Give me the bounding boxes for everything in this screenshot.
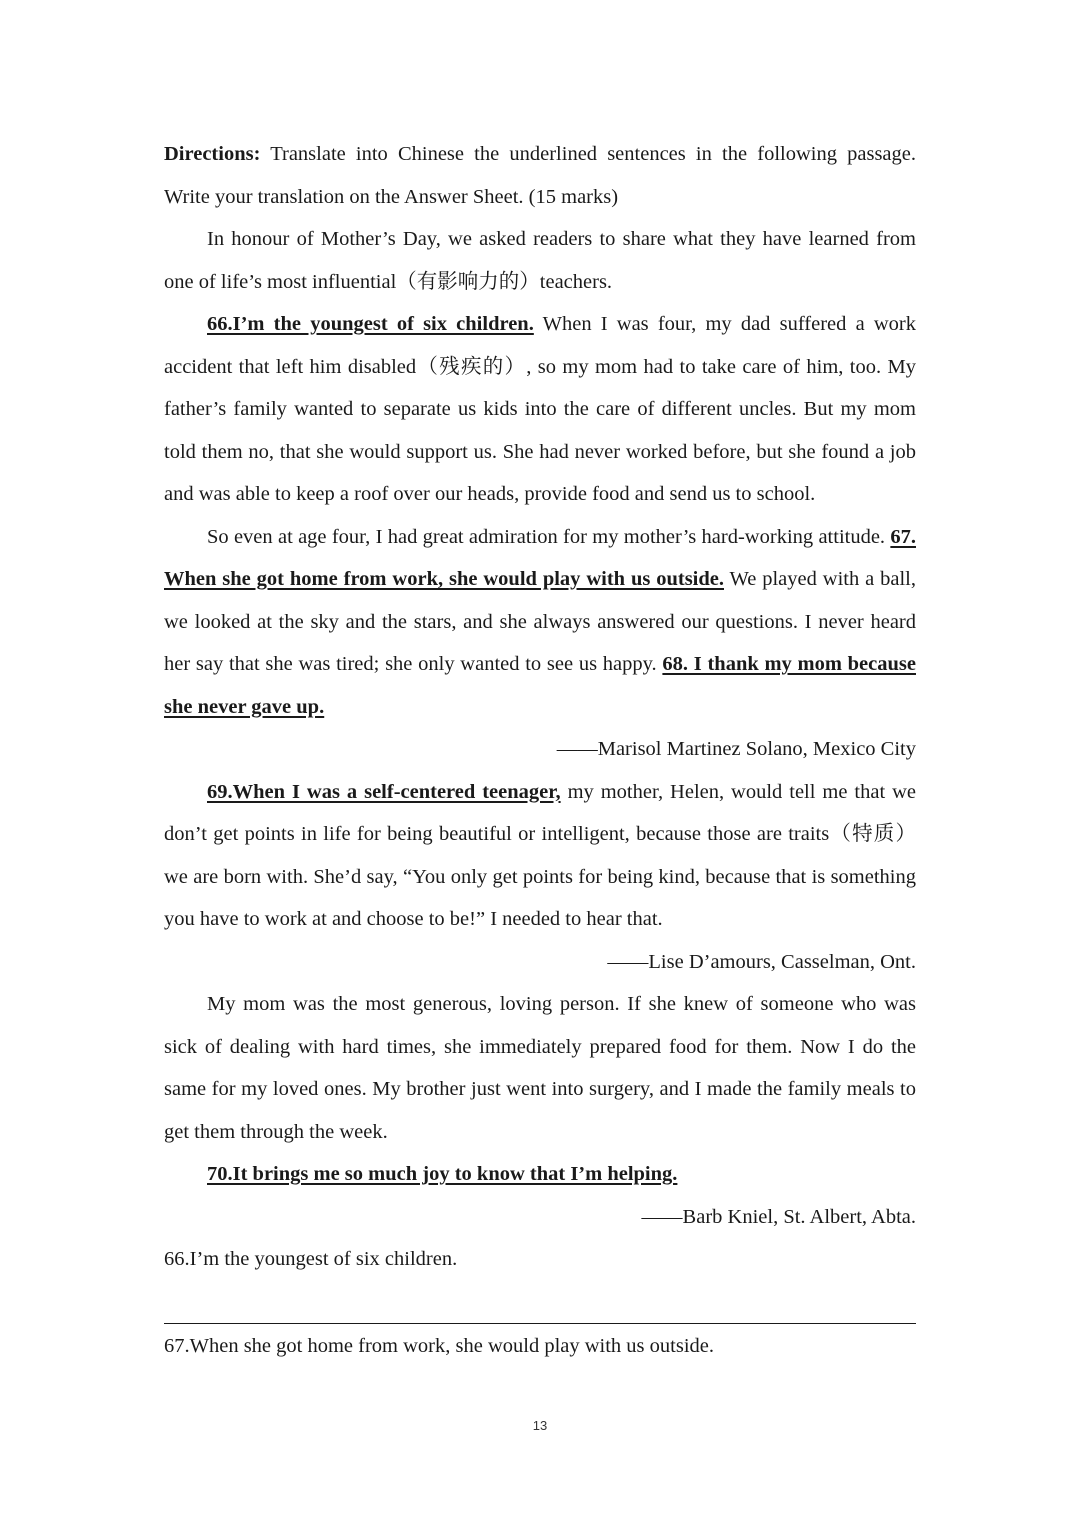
paragraph-2-text: We played with a ball, we looked at the sky and the stars, and she always answered our questions. I never heard her say that she was tired; she only wanted to see us happy. bbox=[164, 568, 916, 675]
sentence-69: 69.When I was a self-centered teenager, bbox=[207, 780, 561, 803]
paragraph-1-text: When I was four, my dad suffered a work accident that left him disabled（残疾的）, so my mom had to take care of him, too. My father’s family wanted to separate us kids into the care of different uncles. But my mom told them no, that she would support us. She had never worked before, but she found a job and was able to keep a roof over our heads, provide food and send us to school. bbox=[164, 313, 916, 505]
sentence-70: 70.It brings me so much joy to know that I’m helping. bbox=[207, 1163, 678, 1185]
paragraph-3 bbox=[164, 771, 916, 941]
document-body bbox=[164, 133, 916, 1367]
sentence-67: 67. When she got home from work, she would play with us outside. bbox=[164, 525, 916, 590]
paragraph-2-pre: So even at age four, I had great admiration for my mother’s hard-working attitude. bbox=[207, 525, 891, 548]
directions-label: Directions: bbox=[164, 143, 261, 165]
paragraph-3-text: my mother, Helen, would tell me that we don’t get points in life for being beautiful or intelligent, because those are traits（特质）we are born with. She’d say, “You only get points for being kind, because that is something you have to work at and choose to be!” I needed to hear that. bbox=[164, 780, 916, 930]
paragraph-1 bbox=[164, 303, 916, 516]
question-67: 67.When she got home from work, she would play with us outside. bbox=[164, 1334, 715, 1357]
paragraph-2 bbox=[164, 516, 916, 729]
answer-line-66[interactable] bbox=[164, 1281, 916, 1324]
directions-text: Translate into Chinese the underlined sentences in the following passage. Write your translation on the Answer Sheet. (15 marks) bbox=[164, 143, 916, 208]
signature-1: ——Marisol Martinez Solano, Mexico City bbox=[556, 738, 916, 760]
intro-paragraph: In honour of Mother’s Day, we asked readers to share what they have learned from one of life’s most influential（有影响力的）teachers. bbox=[164, 228, 916, 293]
page-number: 13 bbox=[532, 1418, 548, 1433]
sentence-68: 68. I thank my mom because she never gave up. bbox=[164, 653, 916, 718]
sentence-66: 66.I’m the youngest of six children. bbox=[207, 313, 534, 335]
question-66: 66.I’m the youngest of six children. bbox=[164, 1248, 458, 1270]
paragraph-5 bbox=[164, 1153, 916, 1196]
signature-2: ——Lise D’amours, Casselman, Ont. bbox=[607, 950, 916, 973]
paragraph-4: My mom was the most generous, loving person. If she knew of someone who was sick of dealing with hard times, she immediately prepared food for them. Now I do the same for my loved ones. My brother just went into surgery, and I made the family meals to get them through the week. bbox=[164, 993, 916, 1143]
signature-3: ——Barb Kniel, St. Albert, Abta. bbox=[641, 1205, 916, 1228]
directions bbox=[164, 133, 916, 218]
